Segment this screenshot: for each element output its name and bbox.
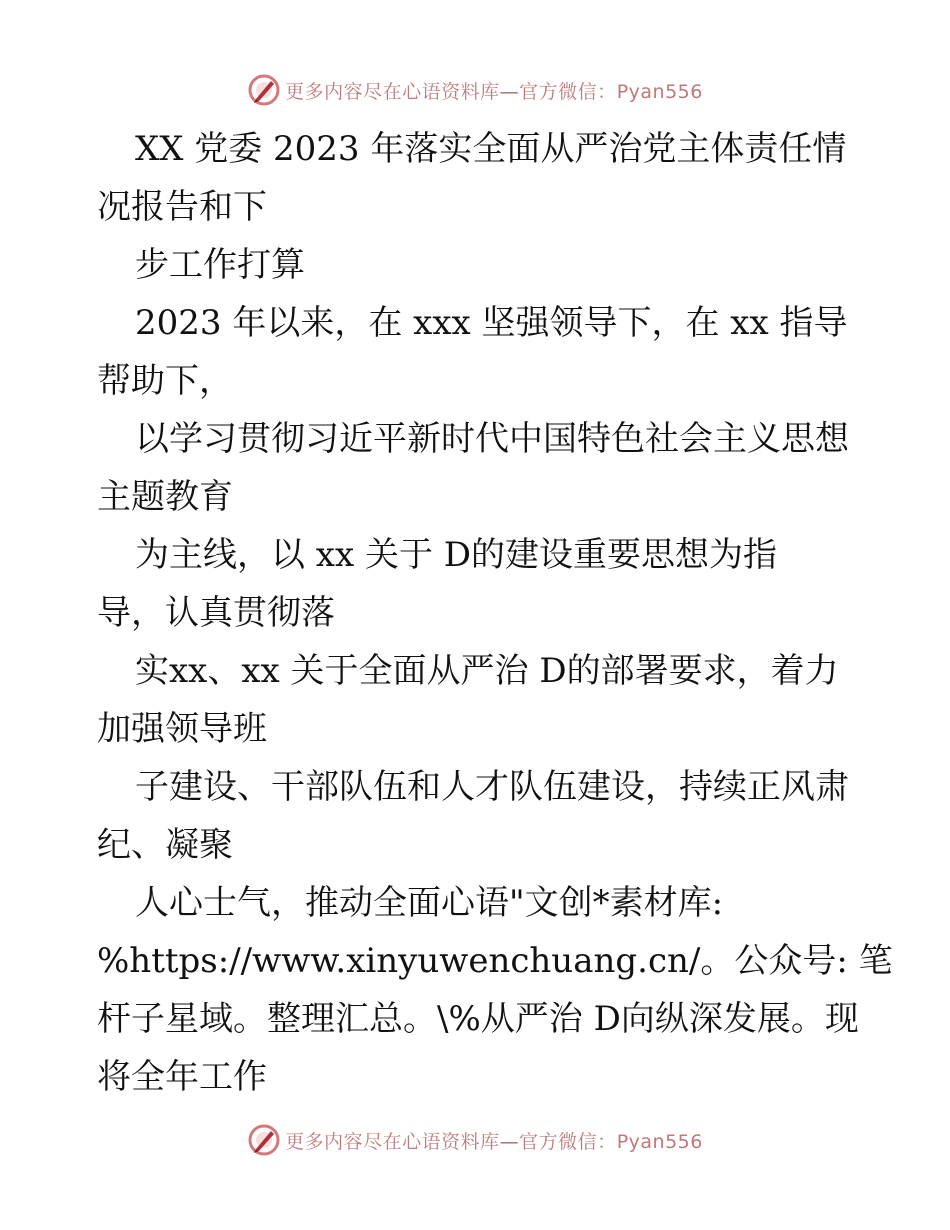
document-line: 步工作打算 <box>135 245 305 285</box>
quill-logo-icon <box>247 73 281 107</box>
document-line: 将全年工作 <box>97 1057 267 1097</box>
document-line: 况报告和下 <box>97 187 267 227</box>
document-line: 纪、凝聚 <box>97 825 233 865</box>
document-line: 主题教育 <box>97 477 233 517</box>
quill-logo-icon <box>247 1123 281 1157</box>
watermark-account: Pyan556 <box>616 80 703 103</box>
document-line: XX 党委 2023 年落实全面从严治党主体责任情 <box>135 129 847 169</box>
watermark-main-text: 更多内容尽在心语资料库 <box>285 80 500 103</box>
watermark-separator: — <box>499 1130 520 1153</box>
watermark-text <box>285 1127 703 1154</box>
header-watermark-banner <box>0 70 950 110</box>
document-line: 2023 年以来，在 xxx 坚强领导下，在 xx 指导 <box>135 303 848 343</box>
watermark-separator: — <box>499 80 520 103</box>
document-line: 帮助下， <box>97 361 233 401</box>
document-line: 为主线，以 xx 关于 D的建设重要思想为指 <box>135 535 778 575</box>
watermark-text <box>285 77 703 104</box>
document-line: 以学习贯彻习近平新时代中国特色社会主义思想 <box>135 419 849 459</box>
document-body <box>97 120 893 1106</box>
document-line: 实xx、xx 关于全面从严治 D的部署要求，着力 <box>135 651 839 691</box>
document-line: 导，认真贯彻落 <box>97 593 335 633</box>
footer-watermark-banner <box>0 1120 950 1160</box>
document-line: %https://www.xinyuwenchuang.cn/。公众号: 笔 <box>97 941 893 981</box>
watermark-account: Pyan556 <box>616 1130 703 1153</box>
watermark-main-text: 更多内容尽在心语资料库 <box>285 1130 500 1153</box>
document-line: 加强领导班 <box>97 709 267 749</box>
document-line: 人心士气，推动全面心语"文创*素材库: <box>135 883 724 923</box>
document-line: 子建设、干部队伍和人才队伍建设，持续正风肃 <box>135 767 849 807</box>
watermark-wechat-label: 官方微信： <box>519 1130 617 1153</box>
document-line: 杆子星域。整理汇总。\%从严治 D向纵深发展。现 <box>97 999 859 1039</box>
watermark-wechat-label: 官方微信： <box>519 80 617 103</box>
